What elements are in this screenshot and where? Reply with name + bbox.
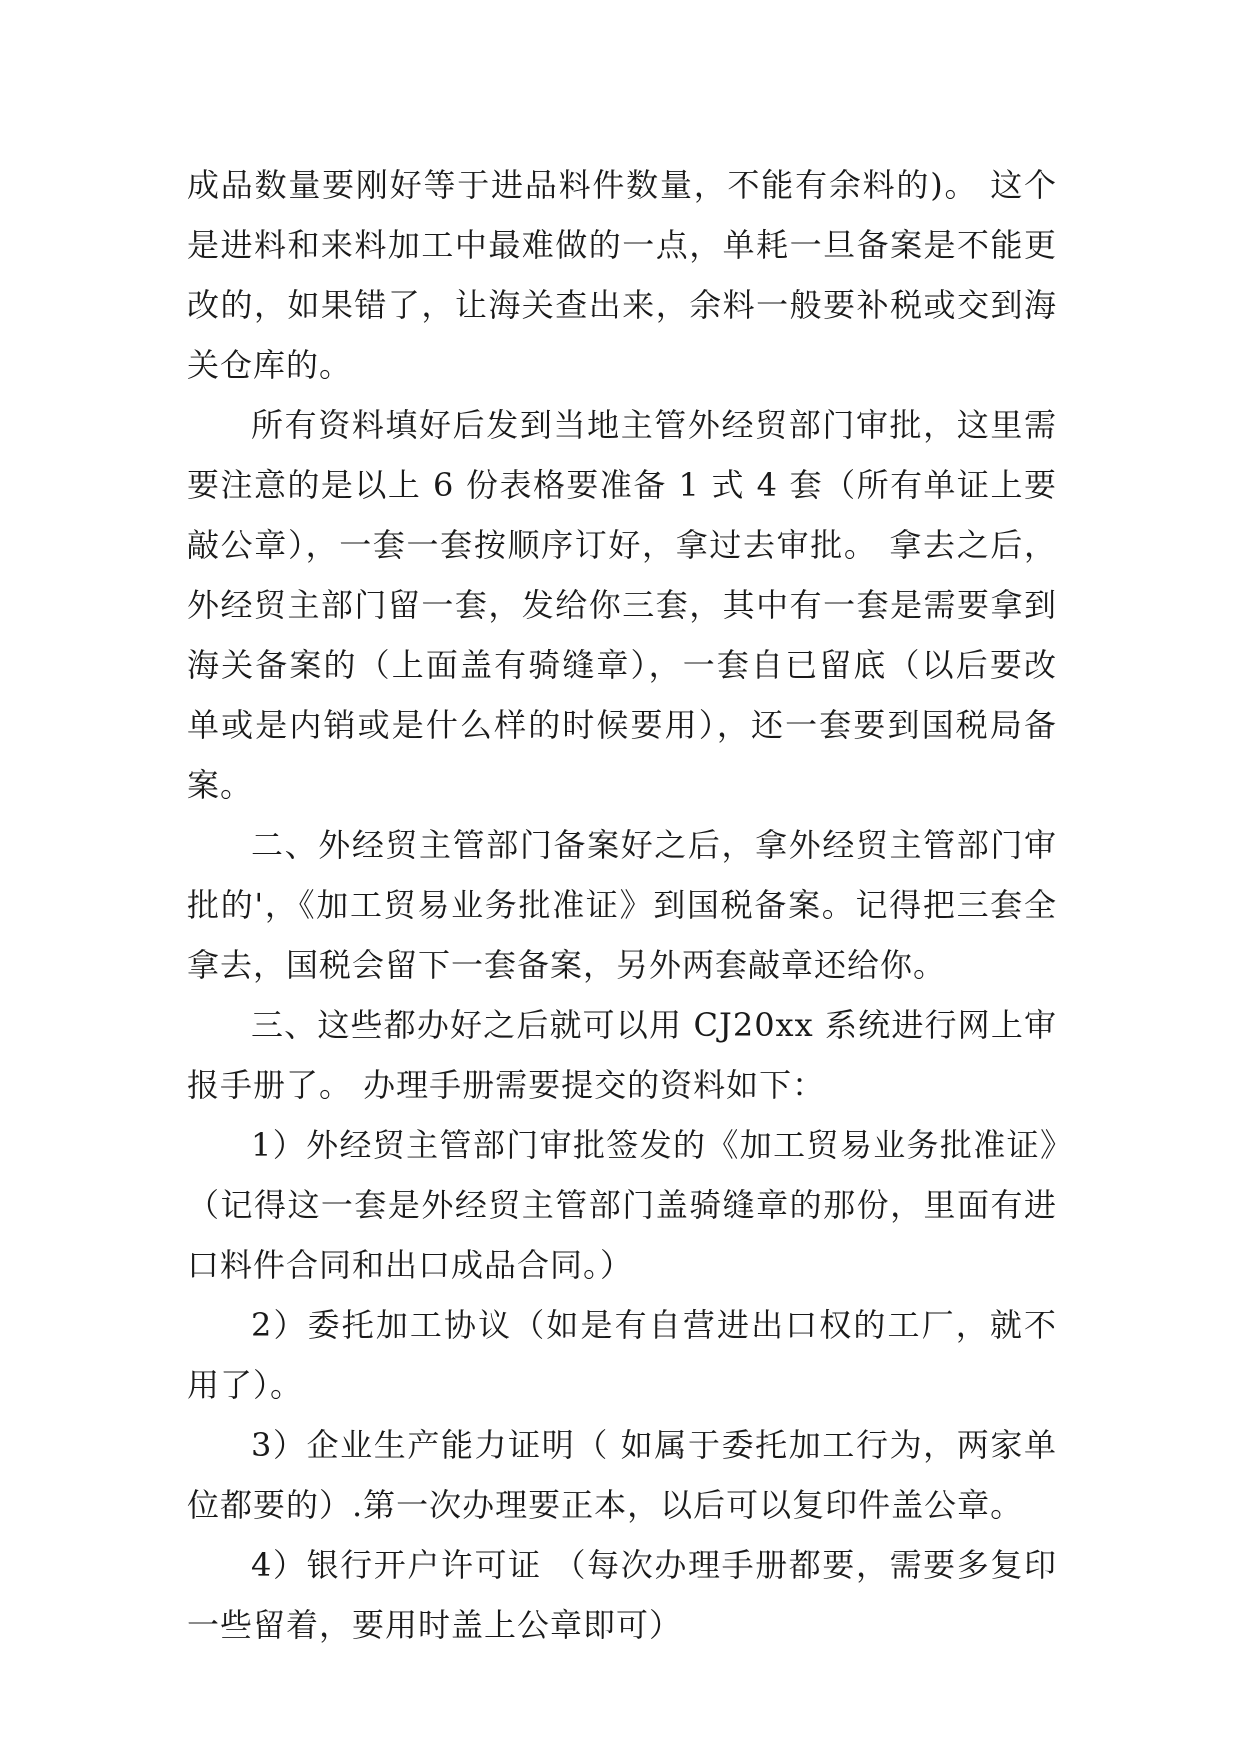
paragraph-5: 1）外经贸主管部门审批签发的《加工贸易业务批准证》（记得这一套是外经贸主管部门盖骑缝章的那份，里面有进口料件合同和出口成品合同。）	[187, 1126, 1057, 1284]
paragraph-4: 三、这些都办好之后就可以用 CJ20xx 系统进行网上审报手册了。 办理手册需要提交的资料如下：	[187, 1006, 1057, 1104]
paragraph-3: 二、外经贸主管部门备案好之后，拿外经贸主管部门审批的'，《加工贸易业务批准证》到国税备案。记得把三套全拿去，国税会留下一套备案，另外两套敲章还给你。	[187, 826, 1057, 984]
paragraph-6: 2）委托加工协议（如是有自营进出口权的工厂，就不用了）。	[187, 1306, 1057, 1404]
paragraph-2: 所有资料填好后发到当地主管外经贸部门审批，这里需要注意的是以上 6 份表格要准备 1 式 4 套（所有单证上要敲公章），一套一套按顺序订好，拿过去审批。 拿去之后，外经贸主部门留一套，发给你三套，其中有一套是需要拿到海关备案的（上面盖有骑缝章），一套自已留底（以后要改单或是内销或是什么样的时候要用），还一套要到国税局备案。	[187, 406, 1057, 804]
document-body	[187, 155, 1057, 1655]
paragraph-7: 3）企业生产能力证明（ 如属于委托加工行为，两家单位都要的）.第一次办理要正本，以后可以复印件盖公章。	[187, 1426, 1057, 1524]
paragraph-8: 4）银行开户许可证 （每次办理手册都要，需要多复印一些留着，要用时盖上公章即可）	[187, 1546, 1057, 1644]
paragraph-1: 成品数量要刚好等于进品料件数量，不能有余料的)。 这个是进料和来料加工中最难做的一点，单耗一旦备案是不能更改的，如果错了，让海关查出来，余料一般要补税或交到海关仓库的。	[187, 166, 1057, 384]
